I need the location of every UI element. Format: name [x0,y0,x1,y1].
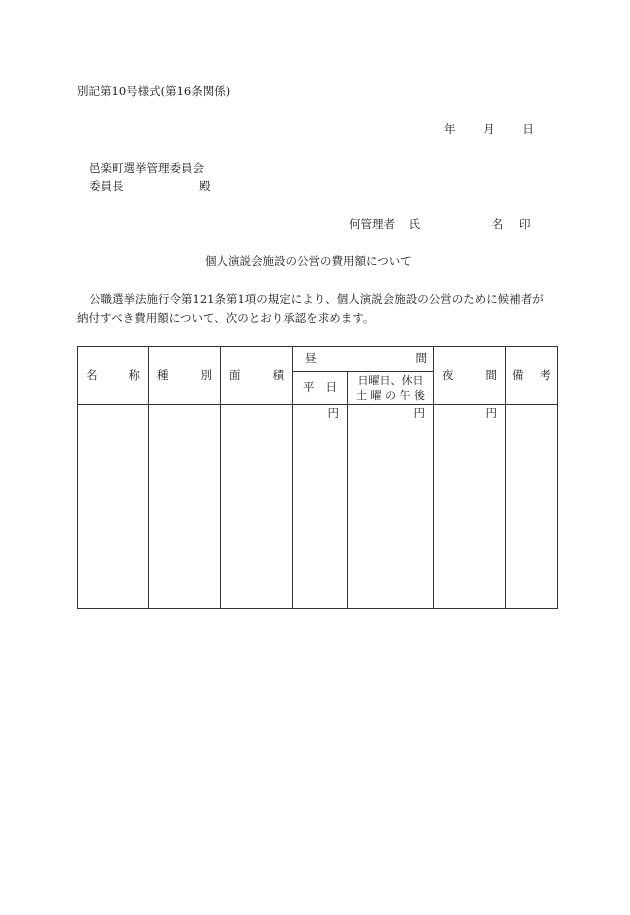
date-day-label: 日 [522,122,534,136]
addressee-line-1: 邑楽町選挙管理委員会 [89,161,204,175]
header-weekday: 平 日 [293,372,348,405]
cell-weekday-yen: 円 [293,405,348,609]
sender-line [349,219,530,231]
header-holiday: 日曜日、休日 土 曜 の 午 後 [348,372,434,405]
sender-name-label-1: 氏 [408,217,421,231]
cell-night-yen: 円 [434,405,506,609]
cell-holiday-yen: 円 [348,405,434,609]
addressee-line-2 [89,181,211,193]
honorific: 殿 [199,179,211,193]
header-daytime: 昼 間 [293,347,434,372]
header-remarks: 備 考 [506,347,558,405]
body-line-2: 納付すべき費用額について、次のとおり承認を求めます。 [77,311,375,325]
header-night: 夜 間 [434,347,506,405]
form-number: 別記第10号様式(第16条関係) [77,84,231,98]
document-title: 個人演説会施設の公営の費用額について [205,254,412,268]
sender-name-label-2: 名 [491,217,504,231]
sender-role: 何管理者 [349,217,395,231]
seal-mark: 印 [518,217,531,231]
cell-name [78,405,149,609]
chairperson-title: 委員長 [89,179,124,193]
date-line [444,124,534,136]
header-area: 面 積 [221,347,293,405]
cell-area [221,405,293,609]
cell-type [149,405,221,609]
table-row [78,405,558,609]
date-month-label: 月 [483,122,495,136]
cost-table [77,346,558,609]
header-type: 種 別 [149,347,221,405]
body-line-1: 公職選挙法施行令第121条第1項の規定により、個人演説会施設の公営のために候補者が [89,292,544,306]
header-name: 名 称 [78,347,149,405]
date-year-label: 年 [444,122,456,136]
cell-remarks [506,405,558,609]
